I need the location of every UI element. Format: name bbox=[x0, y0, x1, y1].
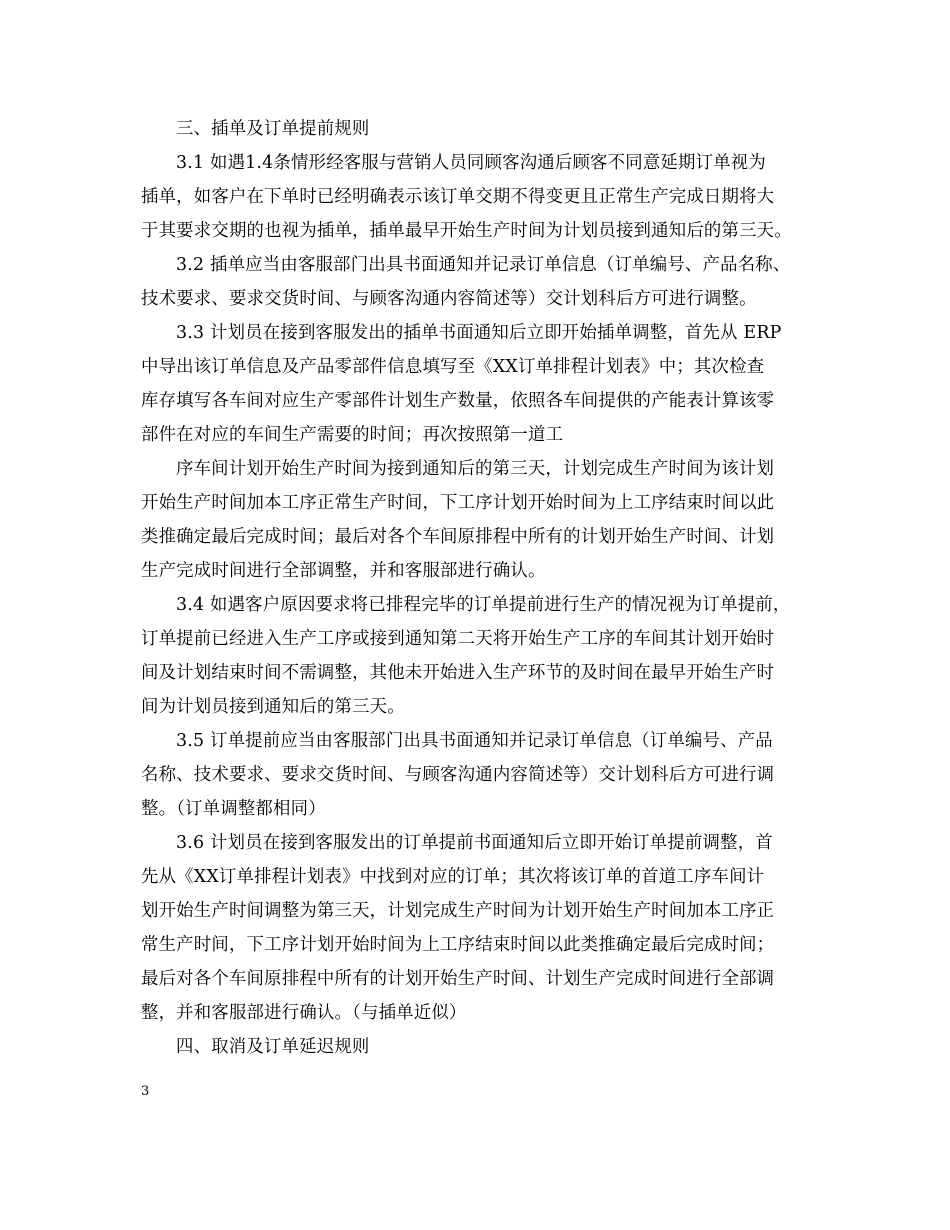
paragraph-3-1-line: 插单，如客户在下单时已经明确表示该订单交期不得变更且正常生产完成日期将大 bbox=[141, 187, 775, 207]
paragraph-3-6-line: 常生产时间，下工序计划开始时间为上工序结束时间以此类推确定最后完成时间； bbox=[141, 935, 775, 955]
paragraph-3-6-line: 整，并和客服部进行确认。（与插单近似） bbox=[141, 1003, 467, 1023]
paragraph-3-5-line: 3.5 订单提前应当由客服部门出具书面通知并记录订单信息（订单编号、产品 bbox=[176, 731, 773, 751]
paragraph-3-3-line: 开始生产时间加本工序正常生产时间，下工序计划开始时间为上工序结束时间以此 bbox=[141, 493, 775, 513]
paragraph-3-6-line: 最后对各个车间原排程中所有的计划开始生产时间、计划生产完成时间进行全部调 bbox=[141, 969, 775, 989]
paragraph-3-3-line: 序车间计划开始生产时间为接到通知后的第三天，计划完成生产时间为该计划 bbox=[176, 459, 775, 479]
paragraph-3-3-line: 部件在对应的车间生产需要的时间；再次按照第一道工 bbox=[141, 425, 564, 445]
paragraph-3-4-line: 订单提前已经进入生产工序或接到通知第二天将开始生产工序的车间其计划开始时 bbox=[141, 629, 775, 649]
paragraph-3-3-line: 生产完成时间进行全部调整，并和客服部进行确认。 bbox=[141, 561, 546, 581]
paragraph-3-6-line: 3.6 计划员在接到客服发出的订单提前书面通知后立即开始订单提前调整，首 bbox=[176, 833, 773, 853]
paragraph-3-3-line: 类推确定最后完成时间；最后对各个车间原排程中所有的计划开始生产时间、计划 bbox=[141, 527, 775, 547]
paragraph-3-4-line: 间及计划结束时间不需调整，其他未开始进入生产环节的及时间在最早开始生产时 bbox=[141, 663, 775, 683]
paragraph-3-4-line: 间为计划员接到通知后的第三天。 bbox=[141, 697, 405, 717]
section-heading-3: 三、插单及订单提前规则 bbox=[176, 119, 370, 139]
paragraph-3-5-line: 名称、技术要求、要求交货时间、与顾客沟通内容简述等）交计划科后方可进行调 bbox=[141, 765, 775, 785]
paragraph-3-2-line: 3.2 插单应当由客服部门出具书面通知并记录订单信息（订单编号、产品名称、 bbox=[176, 255, 791, 275]
paragraph-3-3-line: 库存填写各车间对应生产零部件计划生产数量，依照各车间提供的产能表计算该零 bbox=[141, 391, 775, 411]
paragraph-3-5-line: 整。（订单调整都相同） bbox=[141, 799, 326, 819]
section-heading-4: 四、取消及订单延迟规则 bbox=[176, 1037, 370, 1057]
paragraph-3-1-line: 3.1 如遇1.4条情形经客服与营销人员同顾客沟通后顾客不同意延期订单视为 bbox=[176, 153, 766, 173]
paragraph-3-6-line: 划开始生产时间调整为第三天，计划完成生产时间为计划开始生产时间加本工序正 bbox=[141, 901, 775, 921]
page-number: 3 bbox=[141, 1084, 150, 1099]
paragraph-3-2-line: 技术要求、要求交货时间、与顾客沟通内容简述等）交计划科后方可进行调整。 bbox=[141, 289, 757, 309]
paragraph-3-6-line: 先从《XX订单排程计划表》中找到对应的订单；其次将该订单的首道工序车间计 bbox=[141, 867, 765, 887]
paragraph-3-3-line: 中导出该订单信息及产品零部件信息填写至《XX订单排程计划表》中；其次检查 bbox=[141, 357, 765, 377]
paragraph-3-4-line: 3.4 如遇客户原因要求将已排程完毕的订单提前进行生产的情况视为订单提前， bbox=[176, 595, 791, 615]
paragraph-3-1-line: 于其要求交期的也视为插单，插单最早开始生产时间为计划员接到通知后的第三天。 bbox=[141, 221, 792, 241]
paragraph-3-3-line: 3.3 计划员在接到客服发出的插单书面通知后立即开始插单调整，首先从 ERP bbox=[176, 323, 782, 343]
